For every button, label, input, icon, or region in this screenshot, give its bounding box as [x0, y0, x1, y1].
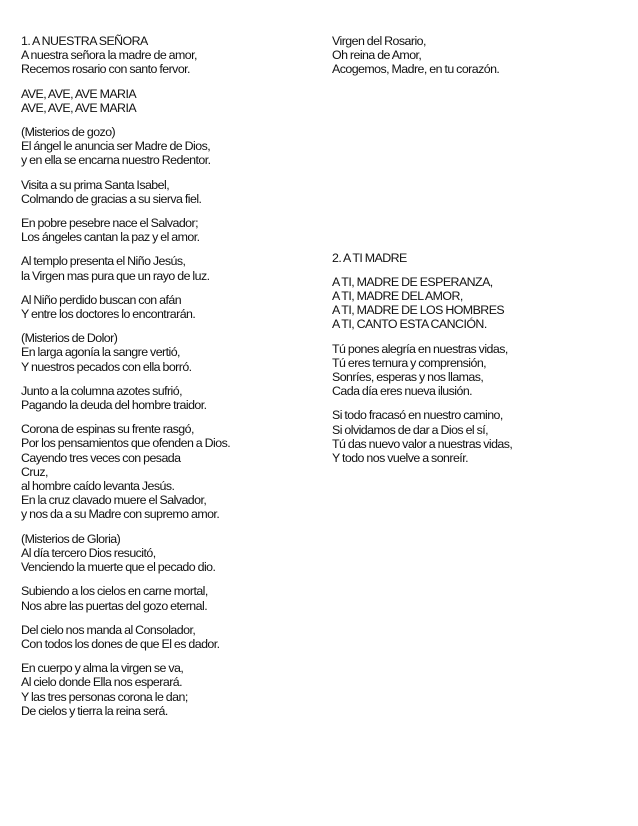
chorus-line: AVE, AVE, AVE MARIA	[21, 86, 137, 101]
stanza-line: Tú pones alegría en nuestras vidas,	[332, 341, 508, 356]
song2-title-block	[332, 251, 622, 265]
stanza	[21, 125, 321, 168]
section-heading: (Misterios de gozo)	[21, 125, 116, 140]
stanza-line: Tú eres ternura y comprensión,	[332, 355, 487, 370]
stanza-line: y nos da a su Madre con supremo amor.	[21, 507, 220, 522]
stanza	[21, 532, 321, 575]
stanza-line: Al cielo donde Ella nos esperará.	[21, 675, 183, 690]
stanza-line: Recemos rosario con santo fervor.	[21, 62, 190, 77]
chorus-line: A TI, MADRE DE LOS HOMBRES	[332, 303, 505, 318]
chorus-line: A TI, MADRE DE ESPERANZA,	[332, 274, 493, 289]
stanza-line: En larga agonía la sangre vertió,	[21, 345, 180, 360]
chorus-line: AVE, AVE, AVE MARIA	[21, 100, 137, 115]
stanza	[21, 178, 321, 206]
stanza-line: Cruz,	[21, 464, 48, 479]
stanza-line: Del cielo nos manda al Consolador,	[21, 622, 196, 637]
stanza-line: En pobre pesebre nace el Salvador;	[21, 216, 198, 231]
stanza	[21, 661, 321, 718]
stanza-line: Al Niño perdido buscan con afán	[21, 292, 182, 307]
left-column	[21, 34, 321, 728]
stanza-line: Junto a la columna azotes sufrió,	[21, 383, 182, 398]
song2-title: 2. A TI MADRE	[332, 250, 407, 265]
stanza-line: Y las tres personas corona le dan;	[21, 689, 188, 704]
stanza	[21, 293, 321, 321]
chorus-stanza	[332, 275, 622, 332]
stanza	[21, 384, 321, 412]
stanza-line: al hombre caído levanta Jesús.	[21, 479, 175, 494]
stanza-line: Venciendo la muerte que el pecado dio.	[21, 560, 216, 575]
stanza-line: Acogemos, Madre, en tu corazón.	[332, 62, 500, 77]
stanza-line: En cuerpo y alma la virgen se va,	[21, 661, 184, 676]
song1-title: 1. A NUESTRA SEÑORA	[21, 34, 148, 48]
song2	[332, 251, 622, 466]
stanza-line: Tú das nuevo valor a nuestras vidas,	[332, 436, 513, 451]
stanza-line: En la cruz clavado muere el Salvador,	[21, 493, 207, 508]
stanza-line: y en ella se encarna nuestro Redentor.	[21, 153, 211, 168]
stanza-line: Si todo fracasó en nuestro camino,	[332, 408, 503, 423]
stanza-line: Nos abre las puertas del gozo eternal.	[21, 598, 208, 613]
stanza-line: Y todo nos vuelve a sonreír.	[332, 451, 468, 466]
stanza	[21, 331, 321, 374]
stanza-line: la Virgen mas pura que un rayo de luz.	[21, 268, 210, 283]
section-heading: (Misterios de Gloria)	[21, 531, 121, 546]
stanza	[21, 422, 321, 521]
section-heading: (Misterios de Dolor)	[21, 331, 118, 346]
stanza-line: Pagando la deuda del hombre traidor.	[21, 398, 207, 413]
stanza-line: De cielos y tierra la reina será.	[21, 703, 168, 718]
right-column	[332, 34, 622, 475]
stanza-line: Corona de espinas su frente rasgó,	[21, 422, 194, 437]
stanza-line: Cayendo tres veces con pesada	[21, 450, 181, 465]
song1-continuation	[332, 34, 622, 77]
stanza-line: Al templo presenta el Niño Jesús,	[21, 254, 186, 269]
stanza-line: El ángel le anuncia ser Madre de Dios,	[21, 139, 211, 154]
song1-title-block	[21, 34, 321, 77]
chorus-stanza	[21, 87, 321, 115]
chorus-line: A TI, MADRE DEL AMOR,	[332, 289, 463, 304]
stanza-line: Virgen del Rosario,	[332, 34, 426, 48]
stanza	[21, 216, 321, 244]
stanza-line: Colmando de gracias a su sierva fiel.	[21, 191, 202, 206]
stanza-line: Los ángeles cantan la paz y el amor.	[21, 230, 200, 245]
stanza-line: Visita a su prima Santa Isabel,	[21, 177, 170, 192]
stanza-line: Si olvidamos de dar a Dios el sí,	[332, 422, 489, 437]
stanza-line: Con todos los dones de que El es dador.	[21, 636, 220, 651]
stanza	[21, 584, 321, 612]
stanza-line: Y entre los doctores lo encontrarán.	[21, 307, 196, 322]
stanza-line: A nuestra señora la madre de amor,	[21, 48, 197, 63]
stanza-line: Y nuestros pecados con ella borró.	[21, 359, 192, 374]
stanza	[332, 408, 622, 465]
stanza	[332, 342, 622, 399]
stanza-line: Por los pensamientos que ofenden a Dios.	[21, 436, 231, 451]
stanza-line: Subiendo a los cielos en carne mortal,	[21, 584, 208, 599]
stanza	[21, 623, 321, 651]
stanza	[21, 254, 321, 282]
stanza-line: Oh reina de Amor,	[332, 48, 422, 63]
stanza-line: Sonríes, esperas y nos llamas,	[332, 370, 484, 385]
chorus-line: A TI, CANTO ESTA CANCIÓN.	[332, 317, 487, 332]
stanza-line: Al día tercero Dios resucitó,	[21, 545, 156, 560]
stanza-line: Cada día eres nueva ilusión.	[332, 384, 473, 399]
